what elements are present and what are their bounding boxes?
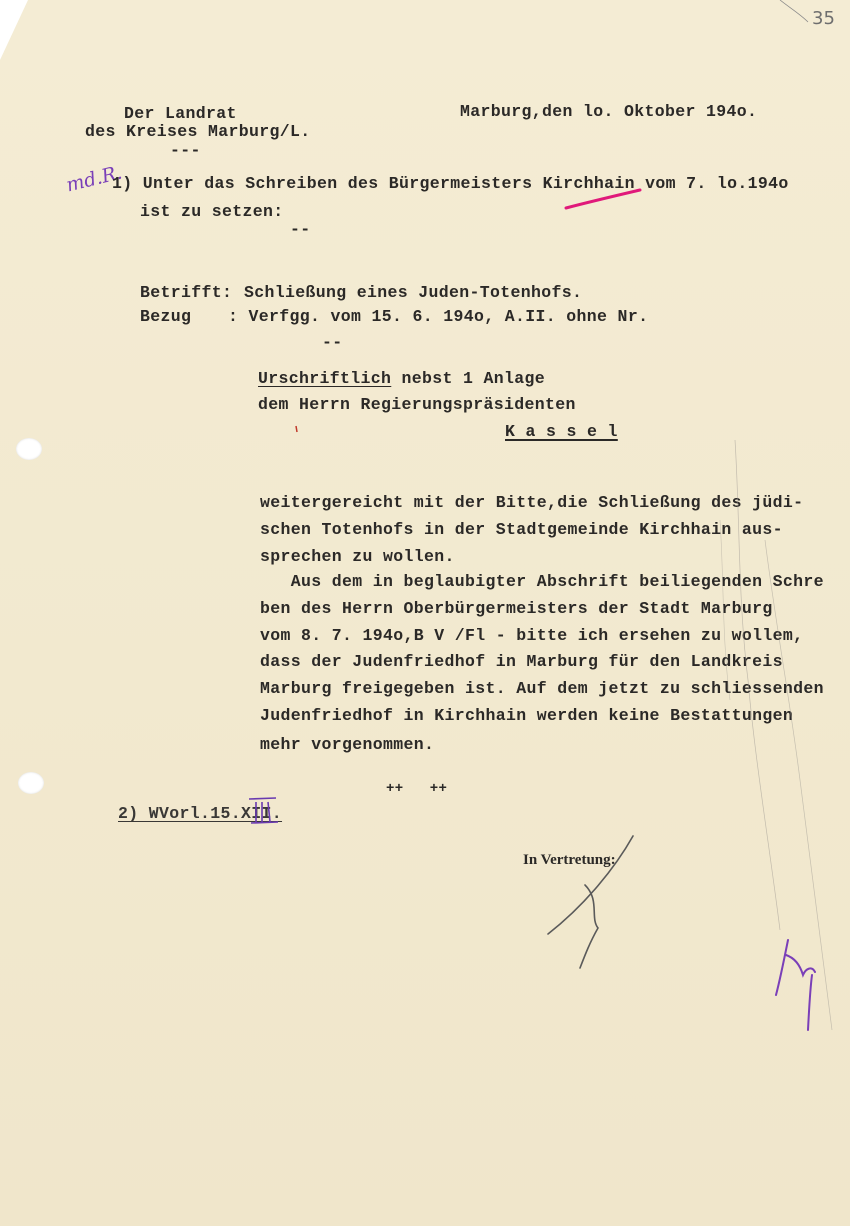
body-line-6: vom 8. 7. 194o,B V /Fl - bitte ich ersehen zu wollem, — [260, 626, 804, 645]
body-line-7: dass der Judenfriedhof in Marburg für den Landkreis — [260, 652, 783, 671]
body-line-3: sprechen zu wollen. — [260, 547, 455, 566]
body-line-5: ben des Herrn Oberbürgermeisters der Stadt Marburg — [260, 599, 773, 618]
sender-line-2: des Kreises Marburg/L. — [85, 122, 311, 141]
margin-note: md.R. — [64, 161, 125, 197]
body-separator: ++ ++ — [386, 781, 448, 797]
pencil-crack-line-2 — [765, 540, 832, 1030]
bezug-label: Bezug — [140, 307, 192, 326]
betrifft-label: Betrifft: — [140, 283, 233, 302]
item1-line-2: ist zu setzen: — [140, 202, 284, 221]
urschriftlich-underlined: Urschriftlich — [258, 369, 392, 388]
betrifft-text: Schließung eines Juden-Totenhofs. — [244, 283, 583, 302]
address-line-2: dem Herrn Regierungspräsidenten — [258, 395, 576, 414]
body-line-9: Judenfriedhof in Kirchhain werden keine Bestattungen — [260, 706, 794, 725]
body-line-10: mehr vorgenommen. — [260, 735, 435, 754]
pencil-crack-line-3 — [720, 520, 730, 700]
sender-line-1: Der Landrat — [124, 104, 237, 123]
place-date: Marburg,den lo. Oktober 194o. — [460, 102, 758, 121]
body-line-2: schen Totenhofs in der Stadtgemeinde Kirchhain aus- — [260, 520, 783, 539]
body-line-8: Marburg freigegeben ist. Auf dem jetzt zu schliessenden — [260, 679, 824, 698]
magenta-correction-mark — [566, 190, 640, 208]
violet-initials — [776, 940, 815, 1030]
address-line-1-rest: nebst 1 Anlage — [391, 369, 546, 388]
in-vertretung-stamp: In Vertretung: — [523, 852, 616, 868]
bezug-text: : Verfgg. vom 15. 6. 194o, A.II. ohne Nr. — [228, 307, 649, 326]
item1-rule: -- — [290, 220, 311, 239]
violet-roman-overwrite — [249, 798, 278, 823]
red-tick-mark — [296, 426, 297, 432]
page-number: 35 — [812, 8, 835, 29]
sender-rule: --- — [170, 141, 201, 160]
pencil-crack-line-1 — [735, 440, 780, 930]
body-line-1: weitergereicht mit der Bitte,die Schließung des jüdi- — [260, 493, 804, 512]
subject-rule: -- — [322, 333, 343, 352]
pencil-signature — [548, 836, 633, 968]
item2-resubmission: 2) WVorl.15.XII. — [118, 804, 283, 823]
body-line-4: Aus dem in beglaubigter Abschrift beiliegenden Schre — [260, 572, 824, 591]
address-city: K a s s e l — [505, 422, 618, 441]
item1-line-1: 1) Unter das Schreiben des Bürgermeisters Kirchhain vom 7. lo.194o — [112, 174, 789, 193]
corner-fold-mark — [780, 0, 808, 22]
